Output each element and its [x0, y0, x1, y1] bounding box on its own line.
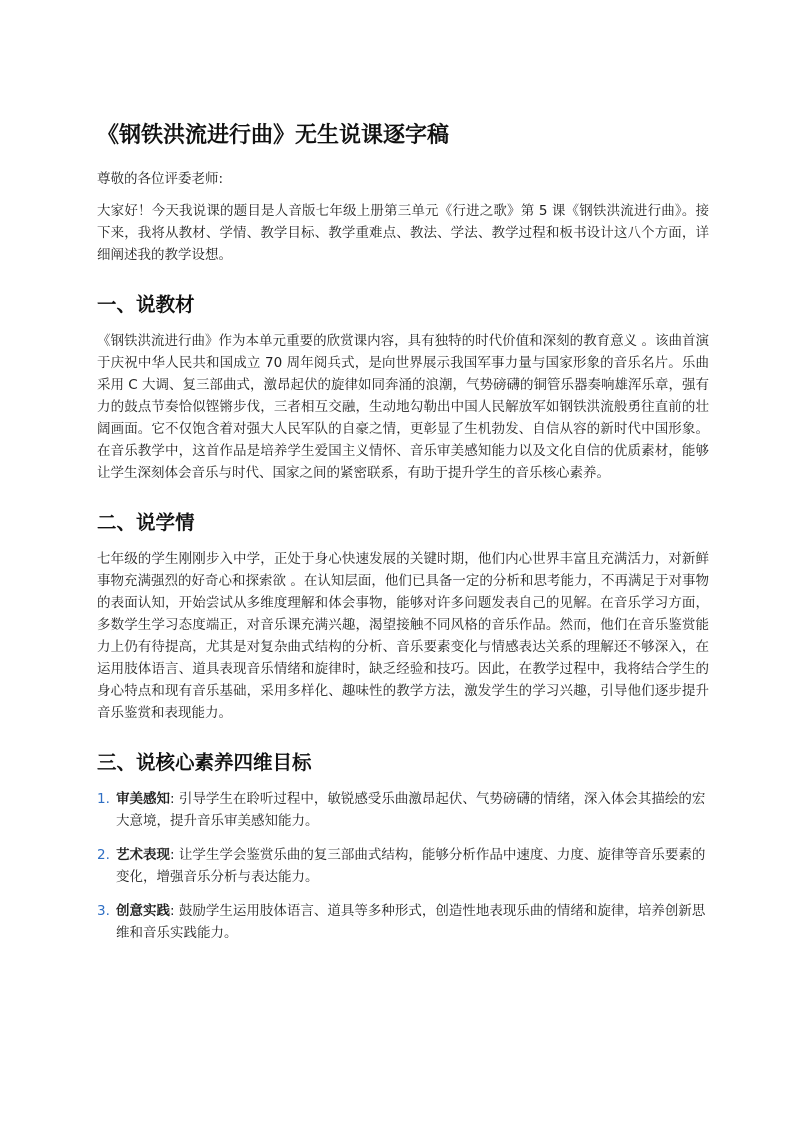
goals-list [97, 788, 709, 944]
goal-term: 创意实践 [116, 903, 170, 919]
section-heading-goals: 三、说核心素养四维目标 [97, 751, 312, 774]
list-item [97, 900, 709, 944]
document-page [97, 118, 709, 956]
greeting: 尊敬的各位评委老师: [97, 171, 224, 187]
list-item [97, 844, 709, 888]
list-number: 1. [97, 791, 110, 807]
section-body-students: 七年级的学生刚刚步入中学，正处于身心快速发展的关键时期，他们内心世界丰富且充满活力，对新鲜事物充满强烈的好奇心和探索欲 。在认知层面，他们已具备一定的分析和思考能力，不再满足于对事物的表面认知，开始尝试从多维度理解和体会事物，能够对许多问题发表自己的见解。在音乐学习方面，多数学生学习态度端正，对音乐课充满兴趣，渴望接触不同风格的音乐作品。然而，他们在音乐鉴赏能力上仍有待提高，尤其是对复杂曲式结构的分析、音乐要素变化与情感表达关系的理解还不够深入，在运用肢体语言、道具表现音乐情绪和旋律时，缺乏经验和技巧。因此，在教学过程中，我将结合学生的身心特点和现有音乐基础，采用多样化、趣味性的教学方法，激发学生的学习兴趣，引导他们逐步提升音乐鉴赏和表现能力。 [97, 551, 709, 721]
section-heading-textbook: 一、说教材 [97, 293, 195, 316]
intro-paragraph: 大家好！今天我说课的题目是人音版七年级上册第三单元《行进之歌》第 5 课《钢铁洪流进行曲》。接下来，我将从教材、学情、教学目标、教学重难点、教法、学法、教学过程和板书设计这八个方面，详细阐述我的教学设想。 [97, 203, 709, 263]
goal-term: 审美感知 [116, 791, 170, 807]
goal-separator: : [170, 847, 179, 863]
list-number: 2. [97, 847, 110, 863]
section-body-textbook: 《钢铁洪流进行曲》作为本单元重要的欣赏课内容，具有独特的时代价值和深刻的教育意义 。该曲首演于庆祝中华人民共和国成立 70 周年阅兵式，是向世界展示我国军事力量与国家形象的音乐名片。乐曲采用 C 大调、复三部曲式，激昂起伏的旋律如同奔涌的浪潮，气势磅礴的铜管乐器奏响雄浑乐章，强有力的鼓点节奏恰似铿锵步伐，三者相互交融，生动地勾勒出中国人民解放军如钢铁洪流般勇往直前的壮阔画面。它不仅饱含着对强大人民军队的自豪之情，更彰显了生机勃发、自信从容的新时代中国形象。在音乐教学中，这首作品是培养学生爱国主义情怀、音乐审美感知能力以及文化自信的优质素材，能够让学生深刻体会音乐与时代、国家之间的紧密联系，有助于提升学生的音乐核心素养。 [97, 333, 710, 481]
list-number: 3. [97, 903, 110, 919]
list-item [97, 788, 709, 832]
goal-separator: : [170, 903, 179, 919]
document-title: 《钢铁洪流进行曲》无生说课逐字稿 [97, 123, 450, 148]
section-heading-students: 二、说学情 [97, 511, 195, 534]
goal-text: 让学生学会鉴赏乐曲的复三部曲式结构，能够分析作品中速度、力度、旋律等音乐要素的变化，增强音乐分析与表达能力。 [116, 847, 706, 885]
goal-term: 艺术表现 [116, 847, 170, 863]
goal-text: 引导学生在聆听过程中，敏锐感受乐曲激昂起伏、气势磅礴的情绪，深入体会其描绘的宏大意境，提升音乐审美感知能力。 [116, 791, 706, 829]
goal-separator: : [170, 791, 179, 807]
goal-text: 鼓励学生运用肢体语言、道具等多种形式，创造性地表现乐曲的情绪和旋律，培养创新思维和音乐实践能力。 [116, 903, 706, 941]
